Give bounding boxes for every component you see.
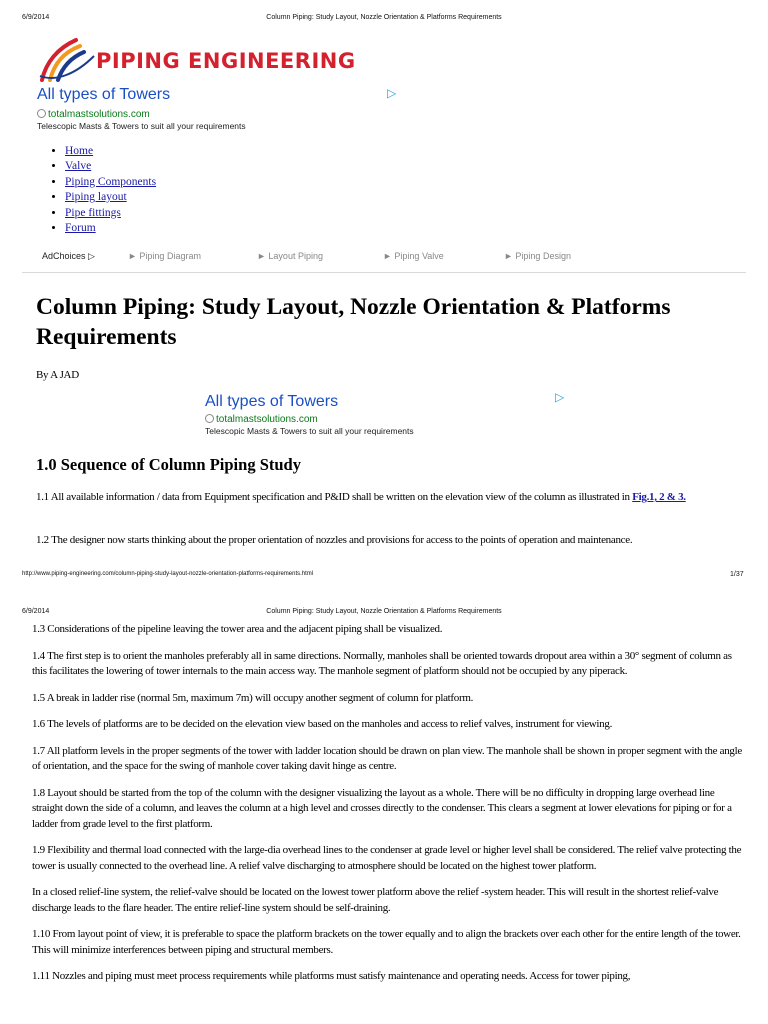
print-title-page2: Column Piping: Study Layout, Nozzle Orientation & Platforms Requirements	[266, 608, 502, 615]
paragraph-1-6: 1.6 The levels of platforms are to be decided on the elevation view based on the manholes and access to relief valves, instrument for viewing.	[32, 718, 613, 730]
print-date: 6/9/2014	[22, 14, 50, 21]
ad-link-piping-design[interactable]: ► Piping Design	[504, 251, 571, 261]
logo-text: PIPING ENGINEERING	[96, 49, 356, 73]
nav-item-piping-components[interactable]: • Piping Components	[65, 175, 156, 190]
nav-item-valve[interactable]: • Valve	[65, 159, 156, 174]
print-page-number: 1/37	[730, 571, 744, 578]
globe-icon	[37, 109, 46, 118]
nav-item-forum[interactable]: • Forum	[65, 221, 156, 236]
article-title: Column Piping: Study Layout, Nozzle Orientation & Platforms Requirements	[36, 294, 671, 350]
print-url: http://www.piping-engineering.com/column-piping-study-layout-nozzle-orientation-platforms-requirements.html	[22, 571, 314, 577]
main-nav	[37, 144, 156, 236]
paragraph-1-2: 1.2 The designer now starts thinking about the proper orientation of nozzles and provisions for access to the points of operation and maintenance.	[36, 534, 633, 546]
paragraph-1-5: 1.5 A break in ladder rise (normal 5m, maximum 7m) will occupy another segment of column for platform.	[32, 691, 474, 704]
print-date-page2: 6/9/2014	[22, 608, 50, 615]
ad-unit-inline[interactable]	[205, 390, 570, 441]
section-title: 1.0 Sequence of Column Piping Study	[36, 455, 301, 474]
page2-content	[32, 622, 744, 985]
ad-description: Telescopic Masts & Towers to suit all your requirements	[37, 121, 246, 131]
logo-emblem-icon	[36, 36, 98, 84]
ad-choices-triangle-icon[interactable]: ▷	[555, 390, 565, 404]
ad-title[interactable]: All types of Towers	[205, 393, 339, 410]
nav-item-pipe-fittings[interactable]: • Pipe fittings	[65, 206, 156, 221]
site-logo[interactable]	[36, 36, 396, 84]
ad-choices-triangle-icon[interactable]: ▷	[387, 86, 397, 100]
fig-link[interactable]: Fig.1, 2 & 3.	[632, 491, 686, 503]
nav-item-home[interactable]: • Home	[65, 144, 156, 159]
ad-description: Telescopic Masts & Towers to suit all your requirements	[205, 426, 414, 436]
ad-choices-icon: ▷	[88, 251, 95, 261]
ad-title[interactable]: All types of Towers	[37, 86, 171, 103]
print-title: Column Piping: Study Layout, Nozzle Orientation & Platforms Requirements	[266, 14, 502, 21]
nav-item-piping-layout[interactable]: • Piping layout	[65, 190, 156, 205]
divider	[22, 272, 746, 273]
ad-link-layout-piping[interactable]: ► Layout Piping	[257, 251, 323, 261]
ad-domain[interactable]: totalmastsolutions.com	[205, 414, 318, 425]
paragraph-1-7: 1.7 All platform levels in the proper segments of the tower with ladder location should be drawn on plan view. The manhole shall be shown in proper segment with the angle of orientation, and the space for the swing of manhole cover taking davit hinge as centre.	[32, 744, 742, 772]
paragraph-1-1: 1.1 All available information / data from Equipment specification and P&ID shall be written on the elevation view of the column as illustrated in Fig.1, 2 & 3.	[36, 491, 686, 503]
paragraph-1-8: 1.8 Layout should be started from the top of the column with the designer visualizing the layout as a whole. There will be no difficulty in dropping large overhead line straight down the side of a column, and leaves the column at a high level and crosses directly to the condenser. This clears a segment at lower elevations for piping or for a ladder from grade level to the first platform.	[32, 786, 732, 830]
paragraph-1-3: 1.3 Considerations of the pipeline leaving the tower area and the adjacent piping shall be visualized.	[32, 623, 443, 635]
adchoices-label[interactable]: AdChoices ▷	[42, 251, 95, 261]
byline: By A JAD	[36, 369, 79, 381]
ad-link-piping-diagram[interactable]: ► Piping Diagram	[128, 251, 201, 261]
paragraph-1-11: 1.11 Nozzles and piping must meet process requirements while platforms must satisfy maintenance and operating needs. Access for tower piping,	[32, 970, 631, 982]
paragraph-1-4: 1.4 The first step is to orient the manholes preferably all in same directions. Normally, manholes shall be oriented towards dropout area within a 30° segment of column as this facilitates the lowering of tower internals to the main access way. The manhole segment of platform should not be occupied by any piperack.	[32, 649, 732, 677]
paragraph-1-10: 1.10 From layout point of view, it is preferable to space the platform brackets on the tower equally and to align the brackets over each other for the entire length of the tower. This will minimize interferences between piping and structural members.	[32, 928, 741, 956]
ad-domain[interactable]: totalmastsolutions.com	[37, 109, 150, 120]
globe-icon	[205, 414, 214, 423]
paragraph-1-9: 1.9 Flexibility and thermal load connected with the large-dia overhead lines to the condenser at grade level or higher level shall be considered. The relief valve protecting the tower is usually connected to the overhead line. A relief valve discharging to atmosphere should be located on the highest tower platform.	[32, 844, 742, 872]
ad-unit-top[interactable]	[37, 86, 402, 134]
paragraph-closed-relief: In a closed relief-line system, the relief-valve should be located on the lowest tower platform above the relief -system header. This will result in the shortest relief-valve discharge leads to the flare header. The entire relief-line system should be self-draining.	[32, 886, 719, 914]
ad-link-piping-valve[interactable]: ► Piping Valve	[383, 251, 444, 261]
